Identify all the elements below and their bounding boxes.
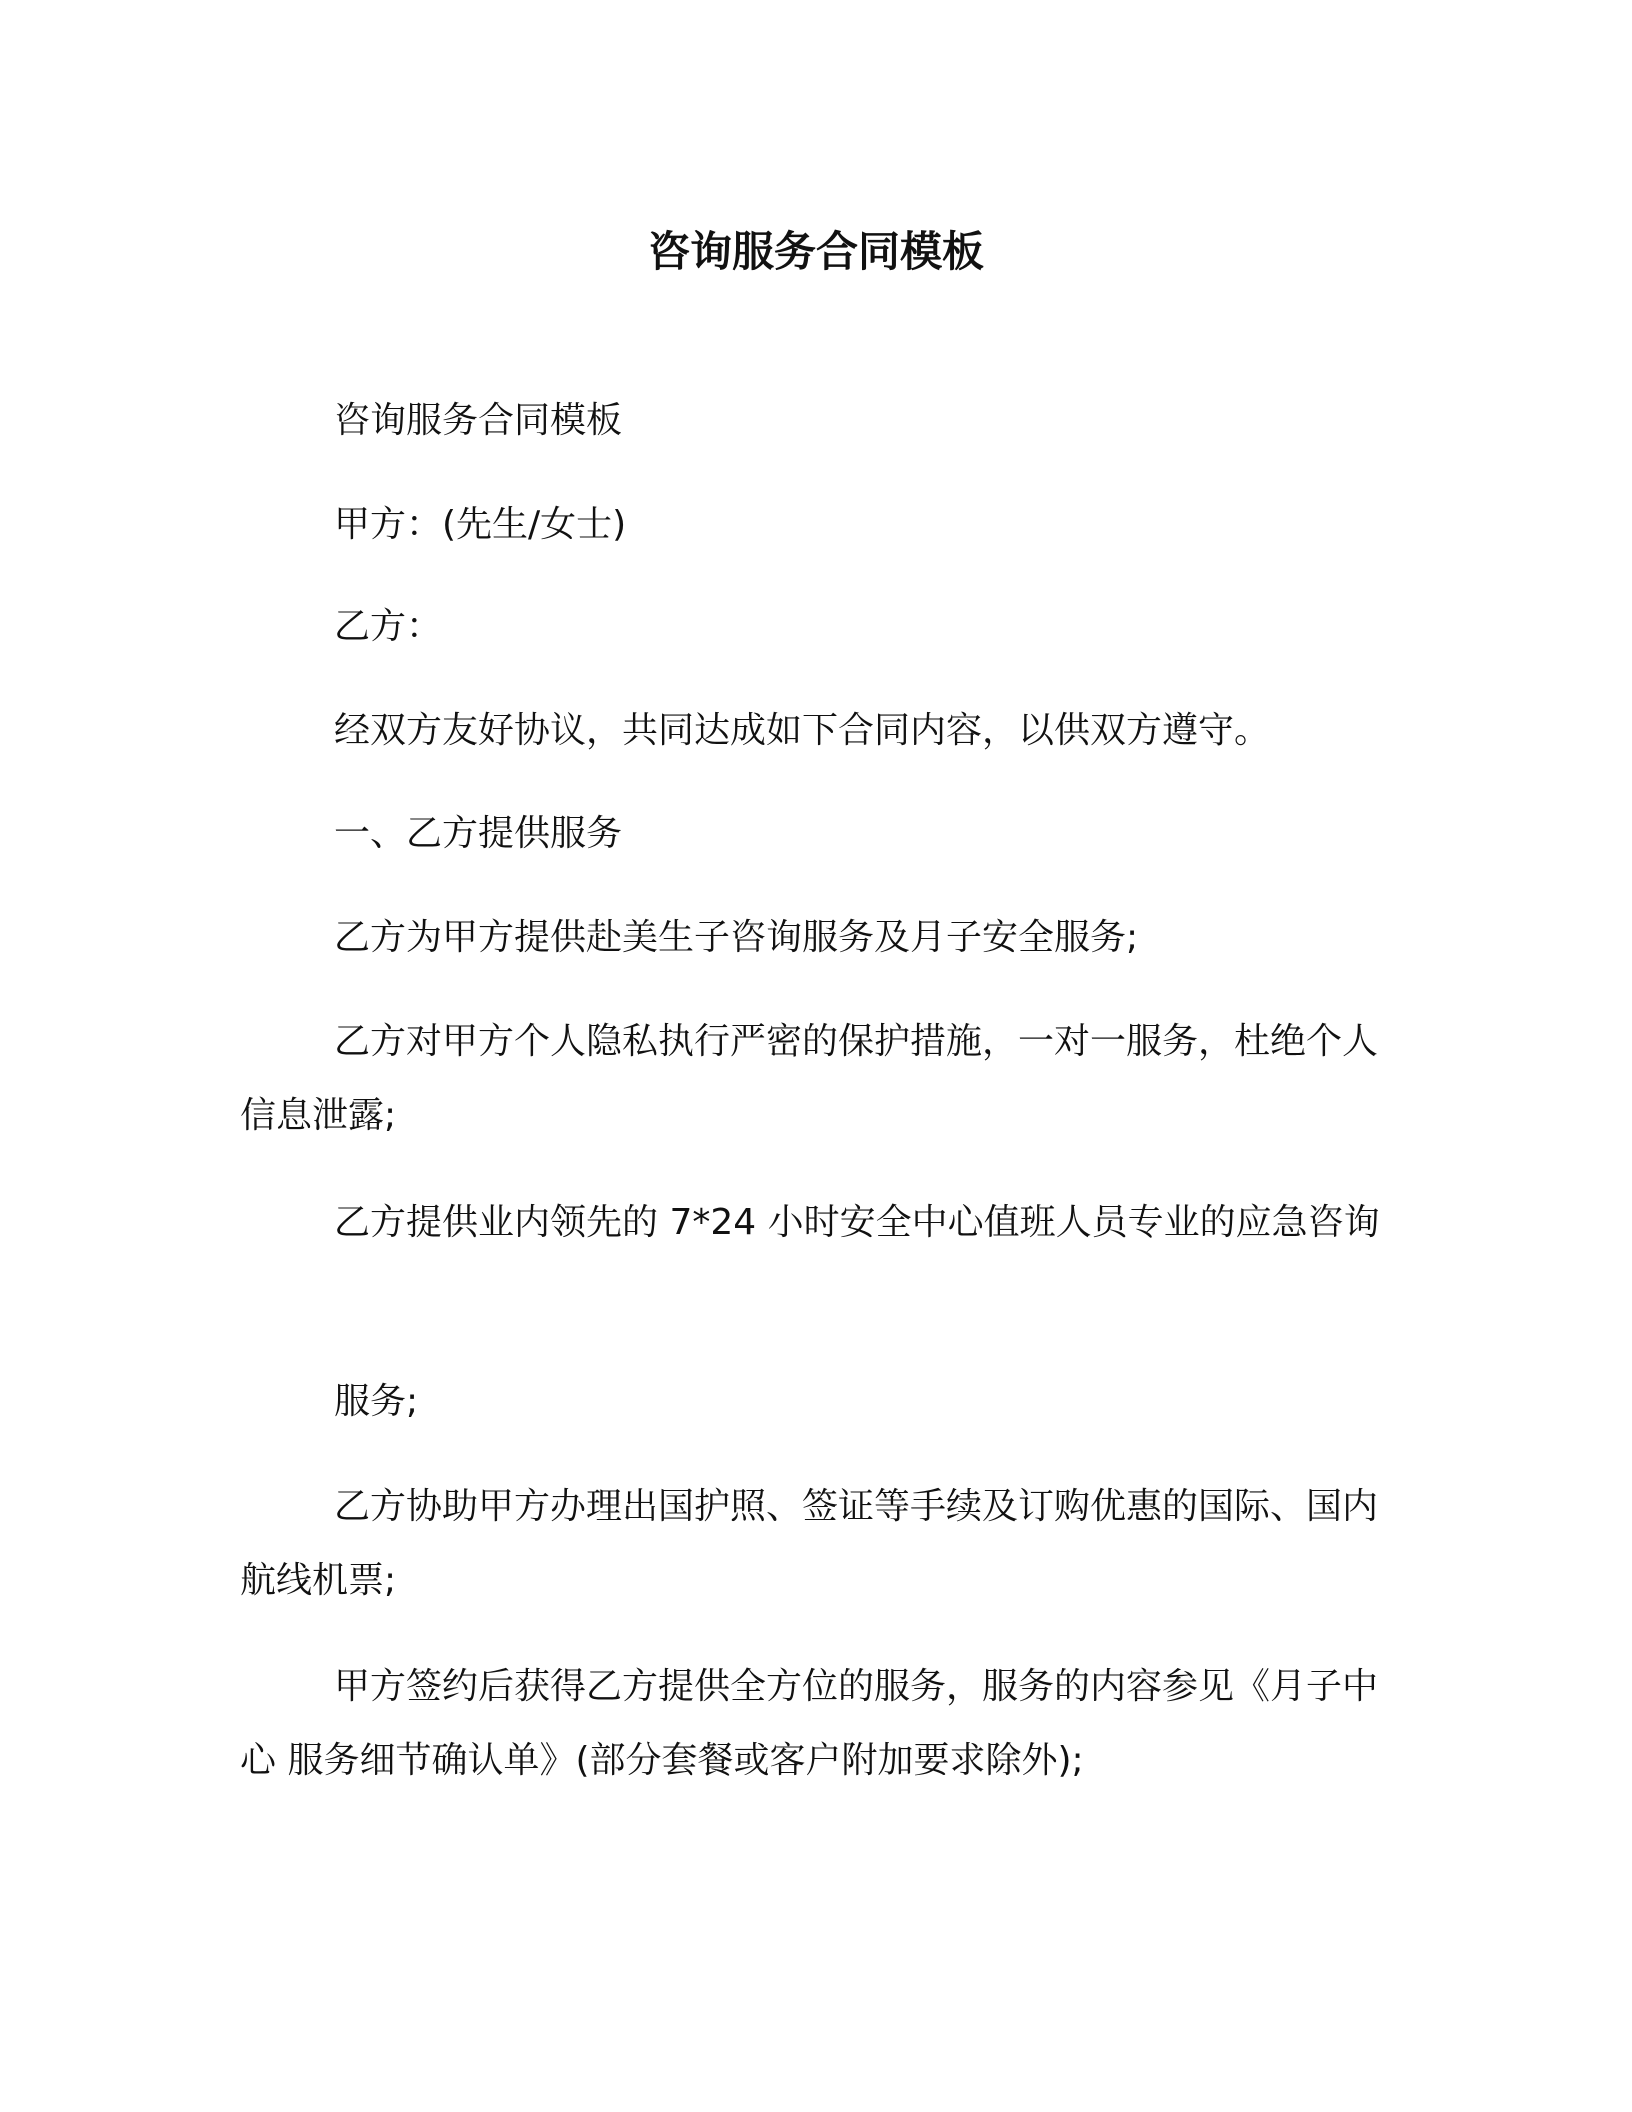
paragraph-service-2: 乙方对甲方个人隐私执行严密的保护措施，一对一服务，杜绝个人信息泄露; xyxy=(240,1021,1379,1136)
paragraph-service-5: 甲方签约后获得乙方提供全方位的服务，服务的内容参见《月子中心 服务细节确认单》(部分套餐或客户附加要求除外); xyxy=(240,1666,1379,1781)
paragraph-preamble: 经双方友好协议，共同达成如下合同内容，以供双方遵守。 xyxy=(334,710,1271,751)
paragraph-party-b: 乙方： xyxy=(334,606,443,647)
paragraph-service-3-cont: 服务; xyxy=(334,1381,419,1422)
paragraph-service-4: 乙方协助甲方办理出国护照、签证等手续及订购优惠的国际、国内航线机票; xyxy=(240,1486,1379,1601)
paragraph-service-1: 乙方为甲方提供赴美生子咨询服务及月子安全服务; xyxy=(334,917,1139,958)
paragraph-service-3: 乙方提供业内领先的 7*24 小时安全中心值班人员专业的应急咨询 xyxy=(334,1202,1380,1243)
paragraph-party-a: 甲方：(先生/女士) xyxy=(334,504,627,545)
paragraph-subtitle: 咨询服务合同模板 xyxy=(334,400,623,441)
section-heading-1: 一、乙方提供服务 xyxy=(334,813,623,854)
document-title: 咨询服务合同模板 xyxy=(647,227,984,276)
